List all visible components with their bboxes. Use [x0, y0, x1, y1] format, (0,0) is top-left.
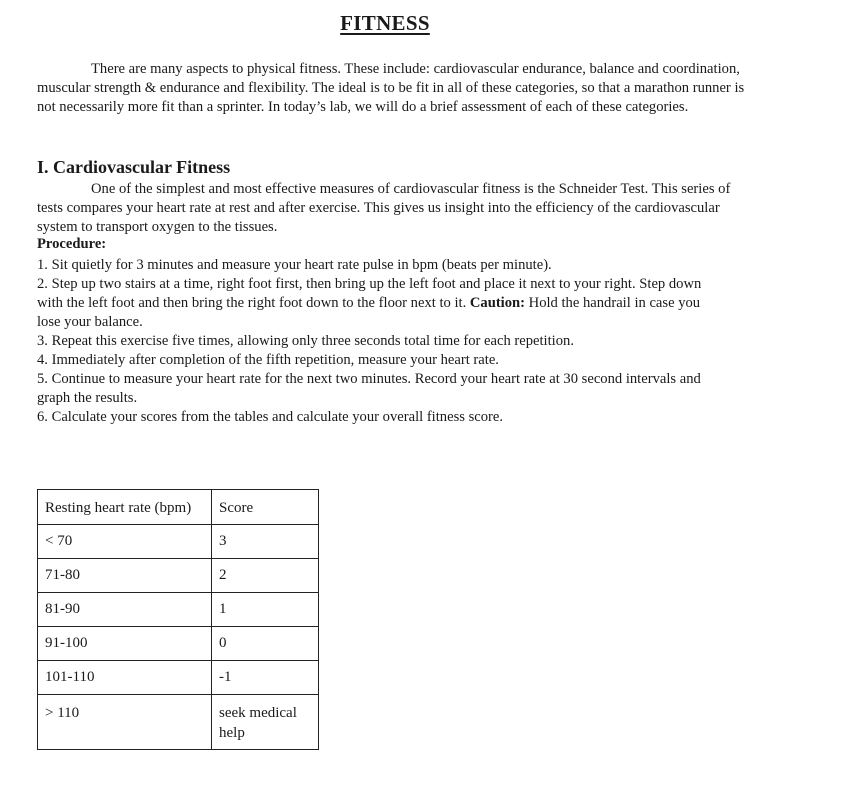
table-row — [38, 525, 319, 559]
range-cell: < 70 — [38, 525, 212, 559]
range-cell: > 110 — [38, 695, 212, 750]
resting-heart-rate-table — [37, 489, 319, 750]
section-heading: I. Cardiovascular Fitness — [37, 157, 231, 177]
table-row — [38, 559, 319, 593]
table-row — [38, 627, 319, 661]
page-title: FITNESS — [340, 11, 430, 35]
score-cell: 2 — [212, 559, 319, 593]
step-4: 4. Immediately after completion of the fifth repetition, measure your heart rate. — [37, 352, 499, 368]
range-cell: 71-80 — [38, 559, 212, 593]
table-row — [38, 593, 319, 627]
step-3: 3. Repeat this exercise five times, allowing only three seconds total time for each repetition. — [37, 333, 574, 349]
score-cell: 1 — [212, 593, 319, 627]
range-cell: 101-110 — [38, 661, 212, 695]
procedure-steps — [37, 256, 727, 427]
caution-label: Caution: — [469, 295, 526, 311]
header-score: Score — [212, 490, 319, 525]
score-cell: 0 — [212, 627, 319, 661]
score-cell: seek medical help — [212, 695, 319, 750]
table-row — [38, 695, 319, 750]
step-6: 6. Calculate your scores from the tables and calculate your overall fitness score. — [37, 409, 504, 425]
step-2-text: 2. Step up two stairs at a time, right foot first, then bring up the left foot and place it next to your right. Step down with the left foot and then bring the right foot down to the floor next to it. — [37, 276, 702, 311]
score-cell: 3 — [212, 525, 319, 559]
step-2-caution-text: Hold the handrail in case you lose your balance. — [37, 295, 701, 330]
intro-paragraph: There are many aspects to physical fitness. These include: cardiovascular endurance, balance and coordination, muscular strength & endurance and flexibility. The ideal is to be fit in all of these categories, so that a marathon runner is not necessarily more fit than a sprinter. In today’s lab, we will do a brief assessment of each of these categories. — [37, 61, 745, 115]
score-cell: -1 — [212, 661, 319, 695]
table-row — [38, 661, 319, 695]
step-2 — [37, 275, 727, 332]
range-cell: 91-100 — [38, 627, 212, 661]
range-cell: 81-90 — [38, 593, 212, 627]
header-heart-rate: Resting heart rate (bpm) — [38, 490, 212, 525]
table-header-row — [38, 490, 319, 525]
cardio-paragraph: One of the simplest and most effective measures of cardiovascular fitness is the Schneider Test. This series of tests compares your heart rate at rest and after exercise. This gives us insight into the efficiency of the cardiovascular system to transport oxygen to the tissues. — [37, 181, 731, 235]
step-5: 5. Continue to measure your heart rate for the next two minutes. Record your heart rate at 30 second intervals and graph the results. — [37, 371, 701, 406]
procedure-label: Procedure: — [37, 236, 107, 252]
step-1: 1. Sit quietly for 3 minutes and measure your heart rate pulse in bpm (beats per minute). — [37, 257, 552, 273]
